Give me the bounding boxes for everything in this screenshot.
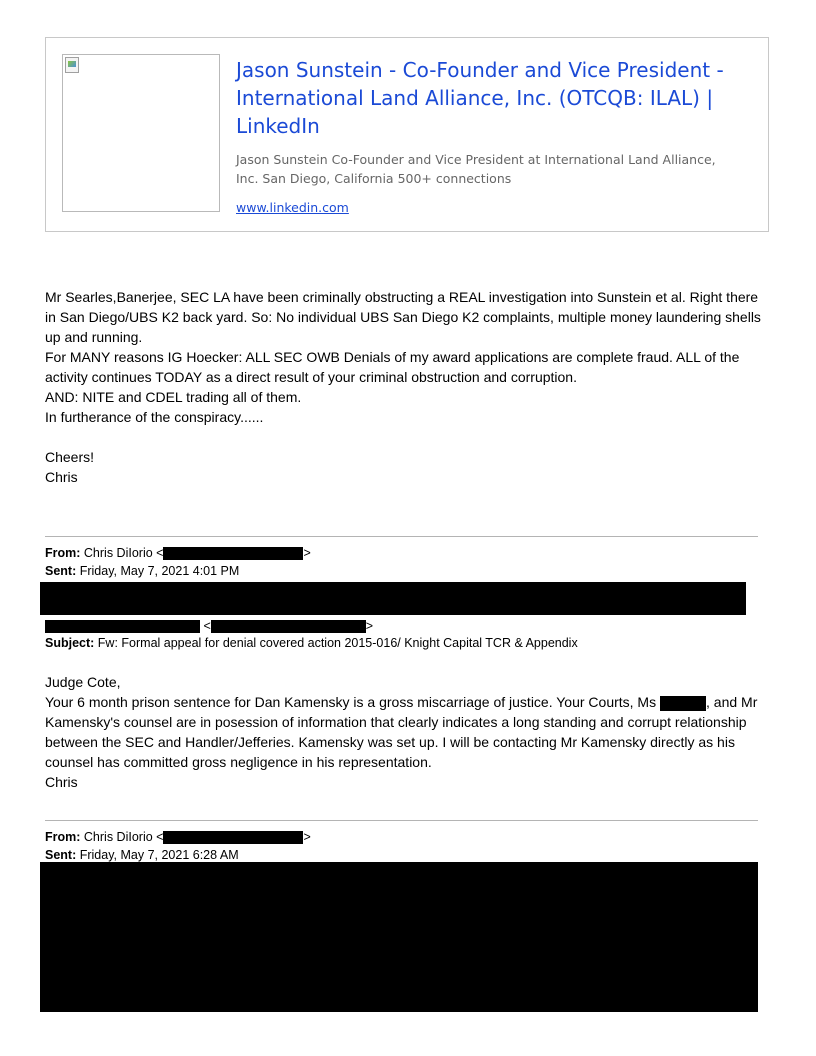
from-label: From: — [45, 830, 81, 844]
preview-url-link[interactable]: www.linkedin.com — [236, 200, 349, 215]
salutation: Judge Cote, — [45, 674, 121, 690]
separator — [45, 820, 758, 821]
header-subject — [45, 635, 578, 652]
from-label: From: — [45, 546, 81, 560]
preview-image — [62, 54, 220, 212]
header-from — [45, 829, 311, 846]
redacted-recipients — [40, 582, 746, 615]
paragraph-text: , and Mr Kamensky's counsel are in posession of information that clearly indicates a long standing and corrupt relationship between the SEC and Handler/Jefferies. Kamensky was set up. I will be contacting Mr Kamensky directly as his counsel has committed gross negligence in his representation. — [45, 694, 758, 770]
from-bracket: > — [303, 546, 311, 560]
message-body-2 — [45, 672, 765, 792]
header-sent — [45, 563, 239, 580]
cc-close: > — [365, 619, 374, 633]
from-name: Chris DiIorio < — [83, 546, 164, 560]
paragraph-line: For MANY reasons IG Hoecker: ALL SEC OWB Denials of my award applications are complete fraud. ALL of the activity continues TODAY as a direct result of your criminal obstruction and corruption. — [45, 349, 740, 385]
link-preview-card[interactable] — [45, 37, 769, 232]
message-paragraph — [45, 692, 765, 772]
redacted-name — [45, 620, 200, 633]
from-name: Chris DiIorio < — [83, 830, 164, 844]
paragraph-line: AND: NITE and CDEL trading all of them. — [45, 389, 302, 405]
separator — [45, 536, 758, 537]
paragraph-text: Your 6 month prison sentence for Dan Kamensky is a gross miscarriage of justice. Your Courts, Ms — [45, 694, 660, 710]
preview-title-link[interactable]: Jason Sunstein - Co-Founder and Vice President - International Land Alliance, Inc. (OTCQB: ILAL) | LinkedIn — [236, 58, 724, 138]
signature: Chris — [45, 469, 78, 485]
from-bracket: > — [303, 830, 311, 844]
redacted-email — [211, 620, 366, 633]
redacted-name — [660, 696, 706, 711]
subject-value: Fw: Formal appeal for denial covered action 2015-016/ Knight Capital TCR & Appendix — [97, 636, 578, 650]
header-from — [45, 545, 311, 562]
sent-value: Friday, May 7, 2021 4:01 PM — [79, 564, 240, 578]
broken-image-icon — [65, 57, 79, 73]
signature: Chris — [45, 774, 78, 790]
redacted-email — [163, 831, 303, 844]
preview-description: Jason Sunstein Co-Founder and Vice President at International Land Alliance, Inc. San Diego, California 500+ connections — [236, 152, 716, 186]
cc-open: < — [203, 619, 211, 633]
redacted-email — [163, 547, 303, 560]
message-body-1 — [45, 287, 765, 487]
paragraph-line: In furtherance of the conspiracy...... — [45, 409, 264, 425]
sent-value: Friday, May 7, 2021 6:28 AM — [79, 848, 239, 862]
sent-label: Sent: — [45, 848, 77, 862]
header-cc — [45, 618, 373, 635]
paragraph-line: Mr Searles,Banerjee, SEC LA have been criminally obstructing a REAL investigation into Sunstein et al. Right there in San Diego/UBS K2 back yard. So: No individual UBS San Diego K2 complaints, multiple money laundering shells up and running. — [45, 289, 761, 345]
subject-label: Subject: — [45, 636, 95, 650]
redacted-block — [40, 862, 758, 1012]
closing: Cheers! — [45, 449, 95, 465]
sent-label: Sent: — [45, 564, 77, 578]
